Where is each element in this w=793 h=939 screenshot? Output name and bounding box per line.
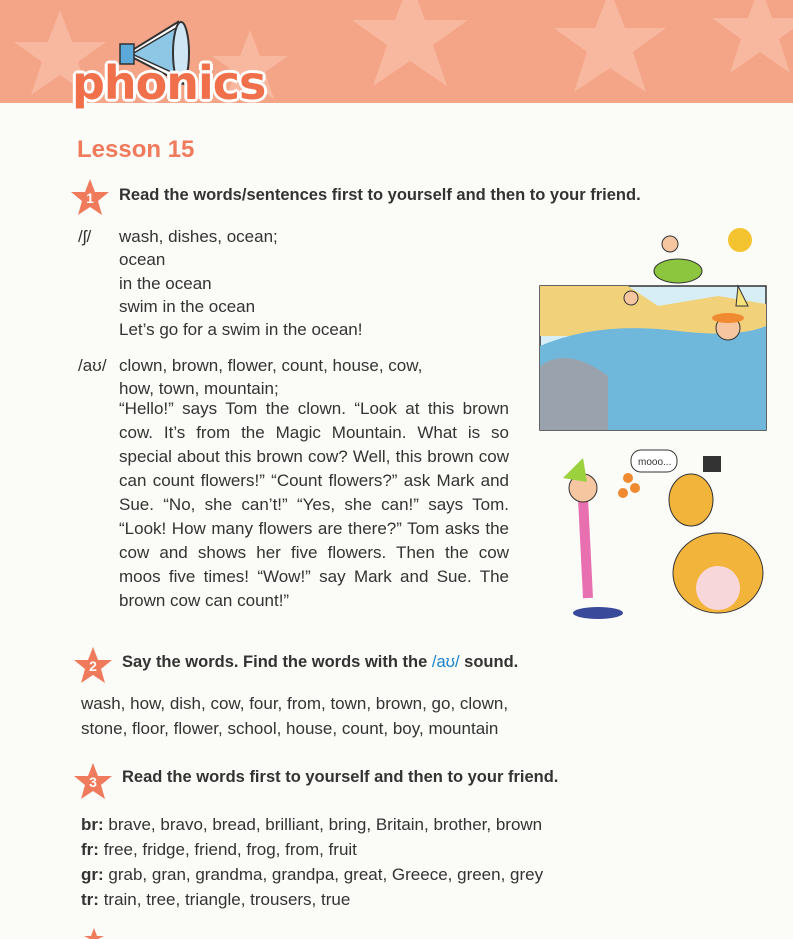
blend-words: train, tree, triangle, trousers, true: [103, 890, 351, 909]
sh-words-line: wash, dishes, ocean;: [119, 227, 278, 246]
exercise-1-badge: [71, 179, 109, 217]
exercise-2-instruction: [122, 653, 518, 672]
blend-row-br: [81, 813, 542, 837]
sh-line-in-ocean: in the ocean: [119, 274, 212, 293]
lesson-title: Lesson 15: [77, 136, 195, 163]
blend-row-tr: [81, 888, 350, 912]
blend-words: brave, bravo, bread, brilliant, bring, Britain, brother, brown: [108, 815, 543, 834]
sh-line-sentence: Let’s go for a swim in the ocean!: [119, 320, 363, 339]
blend-label: br:: [81, 815, 104, 834]
phoneme-sh: /ʃ/: [78, 227, 92, 246]
blend-label: fr:: [81, 840, 99, 859]
exercise-3-badge: [74, 763, 112, 801]
ex2-words-line-2: stone, floor, flower, school, house, count, boy, mountain: [81, 719, 499, 738]
exercise-2-number: 2: [89, 658, 97, 674]
exercise-3-number: 3: [89, 774, 97, 790]
sh-line-ocean: ocean: [119, 250, 166, 269]
blend-label: tr:: [81, 890, 99, 909]
exercise-2-badge: [74, 647, 112, 685]
sh-line-swim: swim in the ocean: [119, 297, 256, 316]
brand-logo: phonics: [72, 56, 266, 110]
ex2-instruction-part1: Say the words. Find the words with the: [122, 653, 432, 671]
clown-story-paragraph: “Hello!” says Tom the clown. “Look at this brown cow. It’s from the Magic Mountain. What is so special about this brown cow? Well, this brown cow can count flowers!” “Count flowers?” ask Mark and Sue. “No, she can’t!” “Yes, she can!” says Tom. “Look! How many flowers are there?” Tom asks the cow and shows her five flowers. Then the cow moos five times! “Wow!” say Mark and Sue. The brown cow can count!”: [119, 399, 509, 610]
exercise-1-number: 1: [86, 190, 94, 206]
blend-words: grab, gran, grandma, grandpa, great, Greece, green, grey: [108, 865, 544, 884]
exercise-1-instruction: Read the words/sentences first to yourself and then to your friend.: [119, 186, 641, 204]
ex2-ipa-symbol: /aʊ/: [431, 653, 460, 671]
ow-words-line-2: how, town, mountain;: [119, 379, 279, 398]
ex2-instruction-part2: sound.: [459, 653, 519, 671]
ow-words-line-1: clown, brown, flower, count, house, cow,: [119, 356, 423, 375]
blend-row-gr: [81, 863, 543, 887]
ex2-words-line-1: wash, how, dish, cow, four, from, town, brown, go, clown,: [81, 694, 509, 713]
blend-row-fr: [81, 838, 357, 862]
cow-speech-text: mooo...: [638, 457, 672, 468]
phoneme-ow: /aʊ/: [78, 356, 107, 375]
clown-cow-illustration: [543, 448, 773, 623]
exercise-3-instruction: Read the words first to yourself and then to your friend.: [122, 768, 559, 786]
blend-label: gr:: [81, 865, 104, 884]
ocean-illustration: [538, 226, 770, 434]
blend-words: free, fridge, friend, frog, from, fruit: [103, 840, 357, 859]
star-badge-icon: [84, 928, 104, 939]
